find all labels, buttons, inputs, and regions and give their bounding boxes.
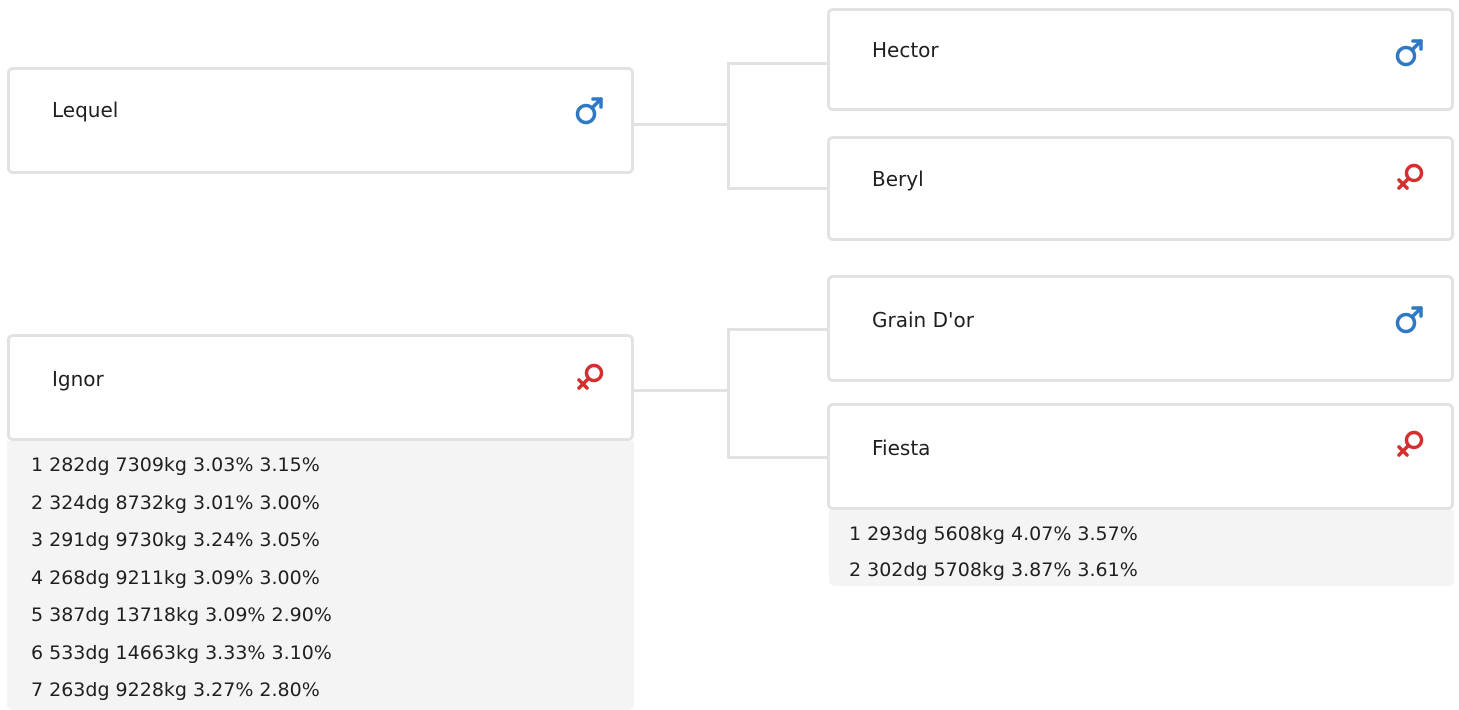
connector-lequel-to-beryl bbox=[727, 187, 829, 190]
lactation-row: 7 263dg 9228kg 3.27% 2.80% bbox=[31, 679, 320, 701]
pedigree-card-lequel[interactable] bbox=[7, 67, 634, 174]
female-symbol-icon bbox=[1393, 161, 1427, 195]
animal-name: Beryl bbox=[872, 167, 924, 191]
connector-ignor-to-grain-dor bbox=[727, 328, 829, 331]
male-symbol-icon bbox=[1393, 303, 1427, 337]
animal-name: Hector bbox=[872, 38, 939, 62]
lactation-row: 6 533dg 14663kg 3.33% 3.10% bbox=[31, 641, 332, 664]
lactation-row: 1 282dg 7309kg 3.03% 3.15% bbox=[31, 454, 320, 476]
lactation-row: 5 387dg 13718kg 3.09% 2.90% bbox=[31, 604, 332, 626]
lactation-row: 2 302dg 5708kg 3.87% 3.61% bbox=[849, 559, 1138, 581]
lactation-stats-fiesta bbox=[829, 510, 1454, 586]
pedigree-card-hector[interactable] bbox=[827, 8, 1454, 111]
female-symbol-icon bbox=[573, 361, 607, 395]
pedigree-card-beryl[interactable] bbox=[827, 136, 1454, 241]
lactation-row: 1 293dg 5608kg 4.07% 3.57% bbox=[849, 523, 1138, 545]
lactation-row: 4 268dg 9211kg 3.09% 3.00% bbox=[31, 566, 320, 589]
connector-lequel-vertical bbox=[727, 62, 730, 190]
female-symbol-icon bbox=[1393, 428, 1427, 462]
connector-ignor-vertical bbox=[727, 328, 730, 459]
animal-name: Ignor bbox=[52, 367, 104, 391]
connector-lequel-to-hector bbox=[727, 62, 829, 65]
lactation-row: 2 324dg 8732kg 3.01% 3.00% bbox=[31, 491, 320, 514]
animal-name: Fiesta bbox=[872, 436, 931, 460]
male-symbol-icon bbox=[1393, 36, 1427, 70]
connector-lequel-stem bbox=[630, 123, 730, 126]
pedigree-card-grain-dor[interactable] bbox=[827, 275, 1454, 382]
connector-ignor-stem bbox=[630, 389, 730, 392]
pedigree-card-fiesta[interactable] bbox=[827, 403, 1454, 510]
connector-ignor-to-fiesta bbox=[727, 456, 829, 459]
animal-name: Grain D'or bbox=[872, 308, 974, 332]
lactation-row: 3 291dg 9730kg 3.24% 3.05% bbox=[31, 529, 320, 551]
lactation-stats-ignor bbox=[7, 441, 634, 710]
animal-name: Lequel bbox=[52, 98, 119, 122]
pedigree-card-ignor[interactable] bbox=[7, 334, 634, 441]
male-symbol-icon bbox=[573, 94, 607, 128]
